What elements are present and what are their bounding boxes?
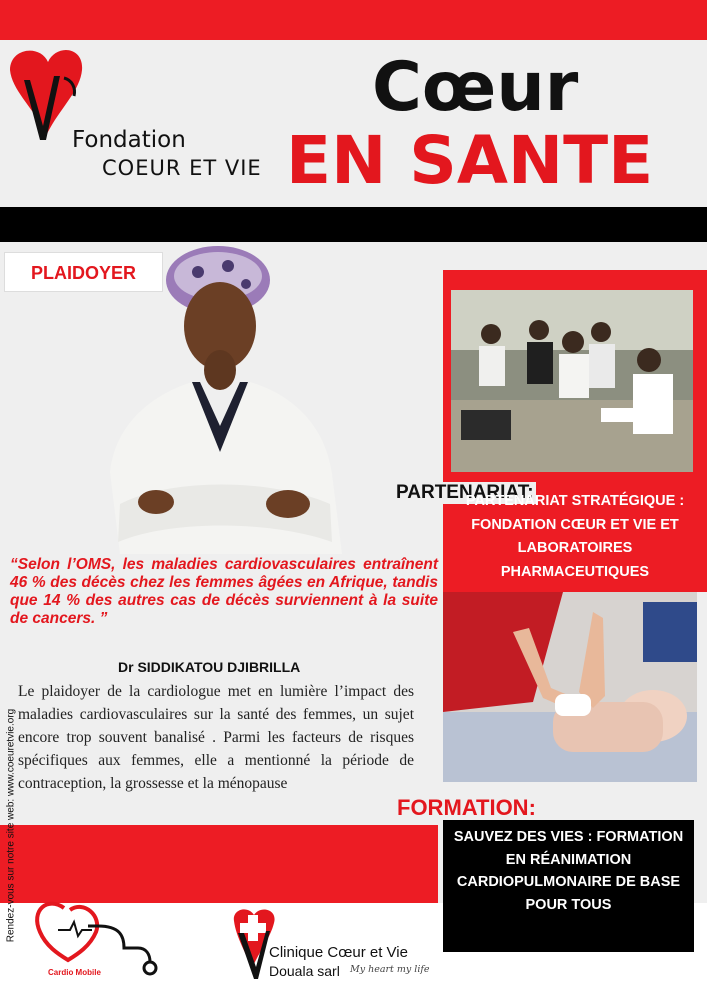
plaidoyer-quote: “Selon l’OMS, les maladies cardiovasculaires entraînent 46 % des décès chez les femmes âgées en Afrique, tandis que 14 % des autres cas de décès surviennent à la suite de cancers. ” [10,556,438,627]
clinique-tagline: My heart my life [350,964,430,975]
partnership-meeting-photo [451,290,693,472]
website-side-text[interactable]: Rendez-vous sur notre site web: www.coeuretvie.org [5,708,17,943]
cpr-training-photo [443,592,697,782]
logo-line-coeur-et-vie: COEUR ET VIE [102,156,262,180]
formation-text: SAUVEZ DES VIES : FORMATION EN RÉANIMATION CARDIOPULMONAIRE DE BASE POUR TOUS [453,829,684,913]
partenariat-label: PARTENARIAT: [396,482,534,503]
partenariat-text: PARTENARIAT STRATÉGIQUE : FONDATION CŒUR ET VIE ET LABORATOIRES PHARMACEUTIQUES [465,493,685,580]
title-en-sante: EN SANTE [286,122,654,199]
fondation-logo [0,40,290,200]
doctor-name: Dr SIDDIKATOU DJIBRILLA [118,659,301,675]
website-side-text-wrap [2,660,16,1000]
top-red-band [0,0,707,40]
logo-line-fondation: Fondation [72,127,186,153]
title-coeur: Cœur [372,48,579,127]
black-divider-band [0,207,707,242]
clinique-name: Clinique Cœur et Vie [269,944,408,961]
bottom-red-band [0,825,438,903]
plaidoyer-body-text: Le plaidoyer de la cardiologue met en lumière l’impact des maladies cardiovasculaires sur la santé des femmes, un sujet encore trop souvent banalisé . Parmi les facteurs de risques spécifiques aux femmes, elle a mentionné la période de contraception, la grossesse et la ménopause [18,683,414,792]
clinique-city: Douala sarl [269,963,340,979]
cardio-mobile-label: Cardio Mobile [48,968,101,977]
cardio-mobile-logo [28,896,173,996]
plaidoyer-label: PLAIDOYER [4,252,163,292]
formation-label: FORMATION: [397,795,536,820]
